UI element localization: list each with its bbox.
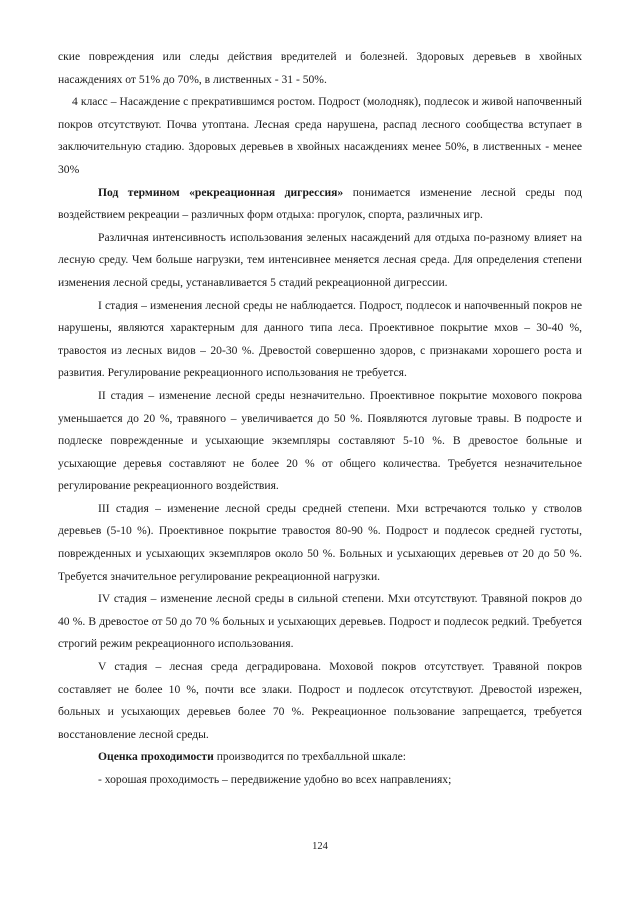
paragraph-stage-1: I стадия – изменения лесной среды не наблюдается. Подрост, подлесок и напочвенный покров не нарушены, являются характерным для данного типа леса. Проективное покрытие мхов – 30-40 %, травостоя из лесных видов – 20-30 %. Древостой совершенно здоров, с признаками хорошего роста и развития. Регулирование рекреационного использования не требуется. bbox=[58, 298, 582, 380]
paragraph-stage-2: II стадия – изменение лесной среды незначительно. Проективное покрытие мохового покрова уменьшается до 20 %, травяного – увеличивается до 50 %. Появляются луговые травы. В подросте и подлеске поврежденные и усыхающие экземпляры составляют 5-10 %. В древостое больные и усыхающие деревья составляют не более 20 % от общего количества. Требуется незначительное регулирование рекреационного воздействия. bbox=[58, 388, 582, 493]
paragraph-passability bbox=[58, 746, 582, 769]
list-item-good-passability: - хорошая проходимость – передвижение удобно во всех направлениях; bbox=[98, 773, 452, 786]
paragraph-definition bbox=[58, 182, 582, 227]
paragraph-stage-4: IV стадия – изменение лесной среды в сильной степени. Мхи отсутствуют. Травяной покров до 40 %. В древостое от 50 до 70 % больных и усыхающих деревьев. Подрост и подлесок редкий. Требуется строгий режим рекреационного использования. bbox=[58, 592, 582, 651]
paragraph-stage-3: III стадия – изменение лесной среды средней степени. Мхи встречаются только у стволов деревьев (5-10 %). Проективное покрытие травостоя 80-90 %. Подрост и подлесок средней густоты, поврежденных и усыхающих экземпляров около 50 %. Больных и усыхающих деревьев от 20 до 50 %. Требуется значительное регулирование рекреационной нагрузки. bbox=[58, 501, 582, 583]
definition-text: понимается изменение лесной среды под воздействием рекреации – различных форм отдыха: прогулок, спорта, различных игр. bbox=[58, 185, 582, 222]
paragraph-stage-5: V стадия – лесная среда деградирована. Моховой покров отсутствует. Травяной покров составляет не более 10 %, почти все злаки. Подрост и подлесок отсутствуют. Древостой изрежен, больных и усыхающих деревьев более 70 %. Рекреационное пользование запрещается, требуется восстановление лесной среды. bbox=[58, 660, 582, 741]
term-recreational-digression: Под термином «рекреационная дигрессия» bbox=[98, 185, 344, 199]
term-passability: Оценка проходимости bbox=[98, 750, 214, 764]
paragraph-continuation: ские повреждения или следы действия вредителей и болезней. Здоровых деревьев в хвойных насаждениях от 51% до 70%, в лиственных - 31 - 50%. bbox=[58, 50, 582, 86]
paragraph-class-4: 4 класс – Насаждение с прекратившимся ростом. Подрост (молодняк), подлесок и живой напочвенный покров отсутствуют. Почва утоптана. Лесная среда нарушена, распад лесного сообщества вступает в заключительную стадию. Здоровых деревьев в хвойных насаждениях менее 50%, в лиственных - менее 30% bbox=[58, 95, 582, 176]
document-page bbox=[58, 46, 582, 792]
paragraph-intensity: Различная интенсивность использования зеленых насаждений для отдыха по-разному влияет на лесную среду. Чем больше нагрузки, тем интенсивнее меняется лесная среда. Для определения степени изменения лесной среды, устанавливается 5 стадий рекреационной дигрессии. bbox=[58, 230, 582, 289]
passability-text: производится по трехбалльной шкале: bbox=[213, 750, 406, 764]
page-number: 124 bbox=[312, 841, 328, 852]
